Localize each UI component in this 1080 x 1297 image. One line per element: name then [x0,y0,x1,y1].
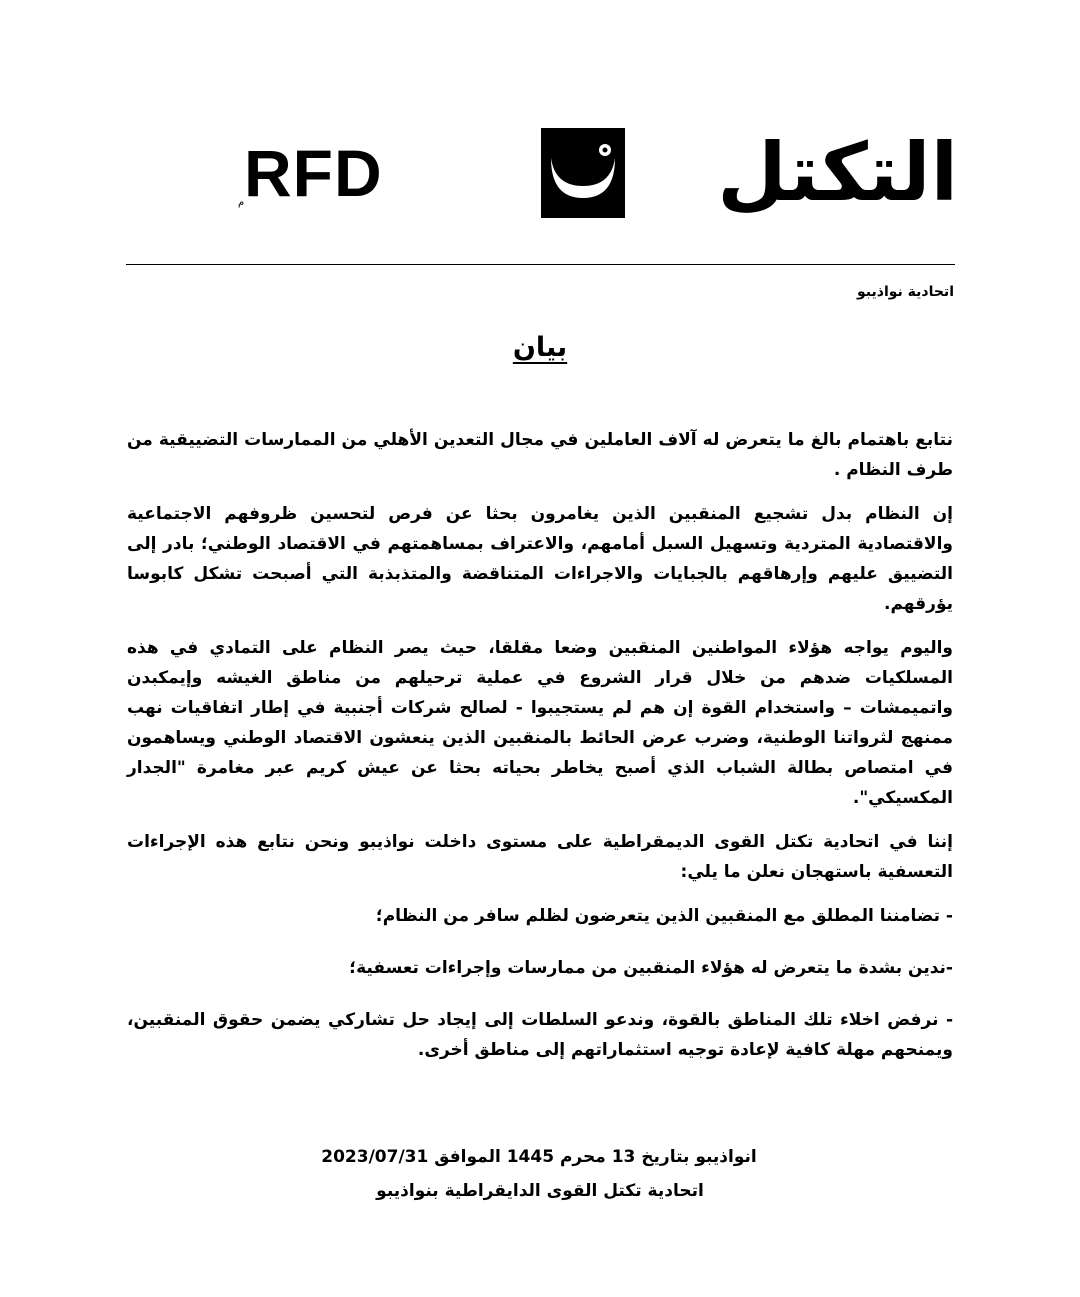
signature: اتحادية تكتل القوى الدايقراطية بنواذيبو [376,1181,704,1201]
statement-title-text: بيان [512,332,568,363]
statement-title [0,330,1080,366]
header-divider [126,264,955,265]
date-line: انواذيبو بتاريخ 13 محرم 1445 الموافق 2023/07/31 [321,1147,757,1167]
branch-name: اتحادية نواذيبو [857,284,954,300]
list-item: -ندين بشدة ما يتعرض له هؤلاء المنقبين من ممارسات وإجراءات تعسفية؛ [349,958,953,978]
list-item: - تضامننا المطلق مع المنقبين الذين يتعرضون لظلم سافر من النظام؛ [375,906,953,926]
statement-footer [0,1140,1080,1208]
paragraph: إن النظام بدل تشجيع المنقبين الذين يغامرون بحثا عن فرص لتحسين ظروفهم الاجتماعية والاقتصادية المتردية وتسهيل السبل أمامهم، والاعتراف بمساهمتهم في الاقتصاد الوطني؛ بادر إلى التضييق عليهم وإرهاقهم بالجبايات والاجراءات المتناقضة والمتذبذبة التي أصبحت تشكل كابوسا يؤرقهم. [127,504,953,614]
statement-body [127,425,953,1087]
paragraph: نتابع باهتمام بالغ ما يتعرض له آلاف العاملين في مجال التعدين الأهلي من الممارسات التضييقية من طرف النظام . [127,430,953,480]
party-abbreviation-mark: م [238,197,245,208]
crescent-logo-icon [541,128,625,218]
paragraph: إننا في اتحادية تكتل القوى الديمقراطية على مستوى داخلت نواذيبو ونحن نتابع هذه الإجراءات التعسفية باستهجان نعلن ما يلي: [127,832,953,882]
party-name-arabic: التكتل [717,126,958,219]
party-abbreviation: RFD [244,136,383,210]
list-item: - نرفض اخلاء تلك المناطق بالقوة، وندعو السلطات إلى إيجاد حل تشاركي يضمن حقوق المنقبين، ويمنحهم مهلة كافية لإعادة توجيه استثماراتهم إلى مناطق أخرى. [127,1010,953,1060]
letterhead [0,126,1080,220]
paragraph: واليوم يواجه هؤلاء المواطنين المنقبين وضعا مقلقا، حيث يصر النظام على التمادي في هذه المسلكيات ضدهم من خلال قرار الشروع في عملية ترحيلهم من مناطق الغيشه وإيمكبدن واتميمشات – واستخدام القوة إن هم لم يستجيبوا - لصالح شركات أجنبية في إطار اتفاقيات نهب ممنهج لثرواتنا الوطنية، وضرب عرض الحائط بالمنقبين الذين ينعشون الاقتصاد الوطني ويساهمون في امتصاص بطالة الشباب الذي أصبح يخاطر بحياته بحثا عن عيش كريم عبر مغامرة "الجدار المكسيكي". [127,638,953,808]
